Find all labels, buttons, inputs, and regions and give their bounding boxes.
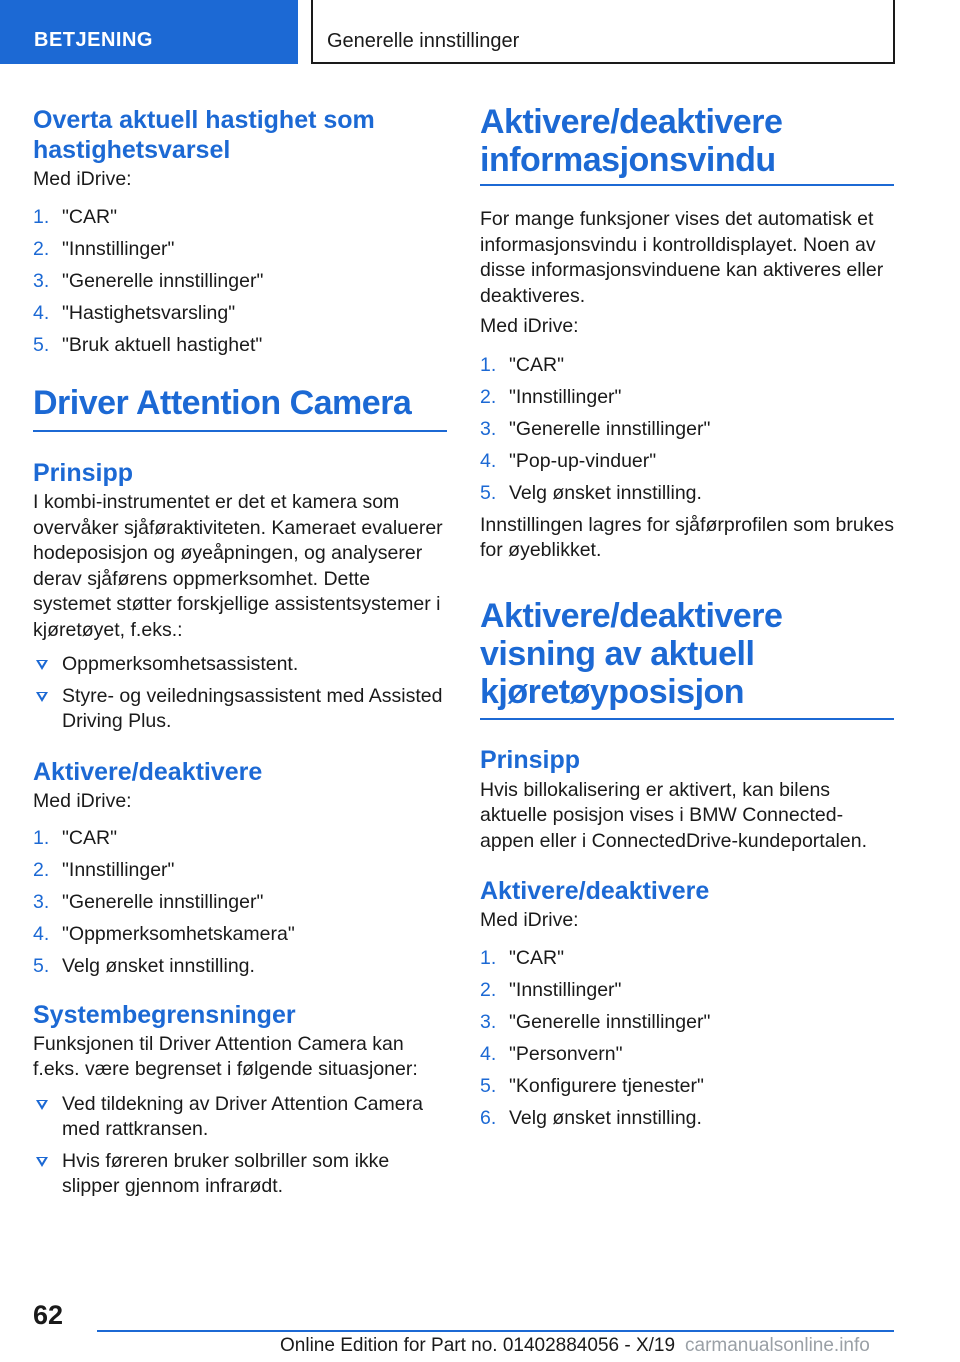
step-text: Velg ønsket innstilling.: [509, 1106, 702, 1129]
idrive-intro: Med iDrive:: [480, 315, 579, 337]
step-text: "Generelle innstillinger": [62, 269, 264, 292]
step-item: [480, 353, 894, 379]
section-title-speed-warning: Overta aktuell hastighet som hastighetsvarsel: [33, 106, 375, 164]
step-item: [480, 417, 894, 443]
step-item: [480, 1074, 894, 1100]
bullet-item: [33, 652, 447, 678]
steps-list-speed: [33, 205, 447, 359]
step-number: 4.: [33, 923, 50, 945]
step-item: [33, 269, 447, 295]
step-item: [33, 922, 447, 948]
triangle-bullet-icon: [36, 692, 48, 702]
step-number: 6.: [480, 1106, 497, 1129]
step-item: [33, 237, 447, 263]
step-text: "Bruk aktuell hastighet": [62, 333, 263, 356]
step-text: "Innstillinger": [509, 978, 622, 1001]
left-column: [33, 100, 447, 1206]
step-number: 1.: [33, 827, 50, 849]
step-number: 1.: [480, 946, 497, 969]
principle-text: Hvis billokalisering er aktivert, kan bilens aktuelle posisjon vises i BMW Connected-appen eller i ConnectedDrive-kundeportalen.: [480, 778, 867, 852]
right-column: [480, 100, 894, 1138]
bullet-text: Ved tildekning av Driver Attention Camera med rattkransen.: [62, 1092, 423, 1140]
step-number: 3.: [480, 417, 497, 440]
steps-list-camera: [33, 826, 447, 980]
steps-list-info-window: [480, 353, 894, 507]
step-number: 2.: [33, 859, 50, 881]
step-text: "Personvern": [509, 1042, 623, 1065]
step-number: 2.: [480, 978, 497, 1001]
step-item: [480, 978, 894, 1004]
header-section-label: BETJENING: [34, 29, 153, 51]
step-text: "Konfigurere tjenester": [509, 1074, 704, 1097]
triangle-bullet-icon: [36, 1100, 48, 1110]
step-item: [480, 481, 894, 507]
step-item: [480, 946, 894, 972]
step-number: 1.: [480, 353, 497, 376]
step-number: 3.: [33, 891, 50, 913]
step-item: [480, 1010, 894, 1036]
footer-rule: [97, 1330, 894, 1332]
principle-text: I kombi-instrumentet er det et kamera som overvåker sjåføraktiviteten. Kameraet evaluerer hodeposisjon og øyeåpningen, og analyserer derav sjåførens oppmerksomhet. Dette systemet støtter forskjellige assistentsystemer i kjøretøyet, f.eks.:: [33, 491, 443, 641]
step-text: "CAR": [62, 827, 118, 849]
step-text: Velg ønsket innstilling.: [509, 481, 702, 504]
step-number: 5.: [480, 1074, 497, 1097]
step-number: 2.: [480, 385, 497, 408]
step-text: "Innstillinger": [509, 385, 622, 408]
step-text: "Generelle innstillinger": [509, 417, 711, 440]
subsection-title-principle: Prinsipp: [33, 459, 134, 487]
page-number: 62: [33, 1300, 64, 1330]
step-item: [33, 205, 447, 231]
step-number: 5.: [480, 481, 497, 504]
info-window-text: For mange funksjoner vises det automatisk et informasjonsvindu i kontrolldisplayet. Noen av disse informasjonsvinduene kan aktiveres eller deaktiveres.: [480, 208, 884, 307]
subsection-title-principle: Prinsipp: [480, 745, 581, 774]
step-text: "Generelle innstillinger": [509, 1010, 711, 1033]
step-item: [480, 449, 894, 475]
step-number: 4.: [480, 1042, 497, 1065]
step-text: "Generelle innstillinger": [62, 891, 264, 913]
step-text: Velg ønsket innstilling.: [62, 955, 255, 977]
step-item: [480, 1042, 894, 1068]
steps-list-position: [480, 946, 894, 1132]
idrive-intro: Med iDrive:: [480, 909, 579, 931]
step-number: 4.: [33, 301, 50, 324]
step-number: 3.: [33, 269, 50, 292]
info-window-note: Innstillingen lagres for sjåførprofilen som brukes for øyeblikket.: [480, 513, 895, 561]
title-underline: [480, 718, 894, 720]
step-text: "Hastighetsvarsling": [62, 301, 236, 324]
subsection-title-limits: Systembegrensninger: [33, 1000, 296, 1029]
step-text: "Pop-up-vinduer": [509, 449, 657, 472]
chapter-title-info-window: Aktivere/deaktivere informasjonsvindu: [480, 103, 783, 179]
step-number: 4.: [480, 449, 497, 472]
step-text: "CAR": [509, 946, 565, 969]
step-item: [33, 301, 447, 327]
bullet-text: Oppmerksomhetsassistent.: [62, 653, 299, 675]
step-item: [33, 826, 447, 852]
watermark: carmanualsonline.info: [685, 1335, 870, 1356]
triangle-bullet-icon: [36, 1157, 48, 1167]
header-chapter-tab: [311, 0, 895, 64]
step-text: "CAR": [509, 353, 565, 376]
step-text: "Innstillinger": [62, 237, 175, 260]
bullet-item: [33, 1092, 447, 1143]
step-item: [33, 858, 447, 884]
step-item: [480, 385, 894, 411]
header-chapter-label: Generelle innstillinger: [327, 30, 520, 52]
header-section-tab: [0, 0, 298, 64]
step-number: 1.: [33, 205, 50, 228]
idrive-intro: Med iDrive:: [33, 789, 132, 812]
title-underline: [33, 430, 447, 432]
step-text: "Oppmerksomhetskamera": [62, 923, 295, 945]
step-item: [480, 1106, 894, 1132]
bullet-list-limits: [33, 1092, 447, 1200]
bullet-item: [33, 684, 447, 735]
limits-text: Funksjonen til Driver Attention Camera kan f.eks. være begrenset i følgende situasjoner:: [33, 1032, 418, 1080]
step-text: "Innstillinger": [62, 859, 175, 881]
bullet-list-assistants: [33, 652, 447, 735]
footer-edition: Online Edition for Part no. 01402884056 - X/19: [280, 1335, 676, 1356]
title-underline: [480, 184, 894, 186]
subsection-title-activate: Aktivere/deaktivere: [33, 757, 263, 786]
step-item: [33, 954, 447, 980]
step-text: "CAR": [62, 205, 118, 228]
step-item: [33, 333, 447, 359]
step-item: [33, 890, 447, 916]
step-number: 5.: [33, 955, 50, 977]
step-number: 5.: [33, 333, 50, 356]
step-number: 2.: [33, 237, 50, 260]
chapter-title-driver-attention-camera: Driver Attention Camera: [33, 384, 412, 422]
bullet-text: Hvis føreren bruker solbriller som ikke slipper gjennom infrarødt.: [62, 1149, 390, 1197]
bullet-item: [33, 1149, 447, 1200]
step-number: 3.: [480, 1010, 497, 1033]
chapter-title-vehicle-position: Aktivere/deaktivere visning av aktuell kjøretøyposisjon: [480, 596, 783, 711]
bullet-text: Styre- og veiledningsassistent med Assisted Driving Plus.: [62, 684, 443, 732]
triangle-bullet-icon: [36, 660, 48, 670]
subsection-title-activate: Aktivere/deaktivere: [480, 877, 710, 905]
idrive-intro: Med iDrive:: [33, 168, 132, 190]
